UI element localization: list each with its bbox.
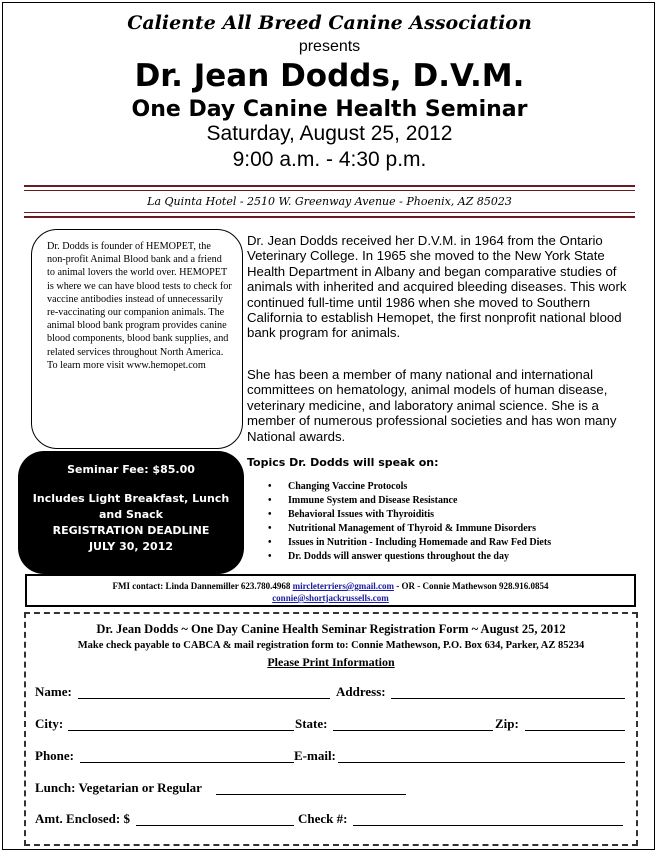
divider-top-thin: [24, 190, 635, 191]
seminar-title: One Day Canine Health Seminar: [131, 97, 528, 122]
presents-text: presents: [298, 38, 361, 55]
name-label: Name:: [35, 684, 72, 699]
check-label: Check #:: [298, 811, 348, 826]
form-instructions: Make check payable to CABCA & mail registration form to: Connie Mathewson, P.O. Box 634, Parker, AZ 85234: [77, 640, 585, 651]
topics-heading: Topics Dr. Dodds will speak on:: [247, 456, 439, 469]
contact-line: [27, 581, 634, 591]
topic-item: • Immune System and Disease Resistance: [268, 494, 551, 508]
topic-item: • Behavioral Issues with Thyroiditis: [268, 508, 551, 522]
zip-field[interactable]: [525, 717, 625, 731]
registration-form: [24, 612, 638, 846]
form-title: Dr. Jean Dodds ~ One Day Canine Health Seminar Registration Form ~ August 25, 2012: [96, 622, 566, 636]
address-label: Address:: [336, 684, 386, 699]
name-field[interactable]: [78, 685, 330, 699]
state-field[interactable]: [333, 717, 493, 731]
phone-field[interactable]: [80, 749, 294, 763]
email-label: E-mail:: [294, 748, 336, 763]
deadline-date: JULY 30, 2012: [88, 540, 174, 553]
amount-label: Amt. Enclosed: $: [35, 811, 130, 826]
city-field[interactable]: [68, 717, 294, 731]
seminar-fee: Seminar Fee: $85.00: [67, 463, 195, 476]
fee-includes: [18, 491, 244, 555]
state-label: State:: [295, 716, 328, 731]
email-link-connie[interactable]: connie@shortjackrussells.com: [272, 593, 389, 603]
organization-name: Caliente All Breed Canine Association: [127, 12, 532, 34]
lunch-field[interactable]: [216, 781, 406, 795]
address-field[interactable]: [391, 685, 625, 699]
topic-item: • Dr. Dodds will answer questions throughout the day: [268, 550, 551, 564]
form-print-note: [26, 655, 636, 670]
bio-paragraph-1: Dr. Jean Dodds received her D.V.M. in 1964 from the Ontario Veterinary College. In 1965 she moved to the New York State Health Department in Albany and began comparative studies of animals with inherited and acquired bleeding diseases. This work continued full-time until 1986 when she moved to Southern California to establish Hemopet, the first nonprofit national blood bank program for animals.: [247, 233, 627, 341]
print-note-text: Please Print Information: [267, 655, 395, 669]
event-date: Saturday, August 25, 2012: [206, 122, 453, 145]
divider-bottom: [24, 216, 635, 218]
includes-line-1: Includes Light Breakfast, Lunch: [32, 492, 230, 505]
divider-top: [24, 185, 635, 187]
divider-bottom-thin: [24, 212, 635, 213]
event-time: 9:00 a.m. - 4:30 p.m.: [232, 148, 427, 171]
zip-label: Zip:: [495, 716, 519, 731]
hemopet-info-text: Dr. Dodds is founder of HEMOPET, the non-profit Animal Blood bank and a friend to animal lovers the world over. HEMOPET is where we can have blood tests to check for vaccine antibodies instead of unnecessarily re-vaccinating our companion animals. The animal blood bank program provides canine blood components, blood bank supplies, and related services throughout North America. To learn more visit www.hemopet.com: [47, 241, 232, 371]
email-field[interactable]: [338, 749, 625, 763]
bio-paragraph-2: She has been a member of many national and international committees on hematology, animal models of human disease, veterinary medicine, and laboratory animal science. She is a member of numerous professional societies and has won many National awards.: [247, 367, 617, 444]
deadline-label: REGISTRATION DEADLINE: [52, 524, 210, 537]
email-link-linda[interactable]: mircleterriers@gmail.com: [292, 581, 394, 591]
speaker-name: Dr. Jean Dodds, D.V.M.: [134, 58, 525, 94]
city-label: City:: [35, 716, 64, 731]
lunch-label: Lunch: Vegetarian or Regular: [35, 780, 202, 795]
contact-box: [25, 574, 636, 607]
contact-prefix: FMI contact: Linda Dannemiller 623.780.4968: [112, 581, 293, 591]
hemopet-info-box: [31, 229, 243, 449]
topic-item: • Issues in Nutrition - Including Homemade and Raw Fed Diets: [268, 536, 551, 550]
venue-address: La Quinta Hotel - 2510 W. Greenway Avenue - Phoenix, AZ 85023: [147, 195, 512, 208]
phone-label: Phone:: [35, 748, 74, 763]
topic-item: • Nutritional Management of Thyroid & Immune Disorders: [268, 522, 551, 536]
seminar-fee-box: [18, 451, 244, 574]
contact-line-2: [27, 593, 634, 603]
check-number-field[interactable]: [353, 812, 623, 826]
amount-field[interactable]: [136, 812, 294, 826]
includes-line-2: and Snack: [99, 508, 163, 521]
contact-middle: - OR - Connie Mathewson 928.916.0854: [393, 581, 549, 591]
topics-list: [268, 480, 551, 565]
topic-item: • Changing Vaccine Protocols: [268, 480, 551, 494]
